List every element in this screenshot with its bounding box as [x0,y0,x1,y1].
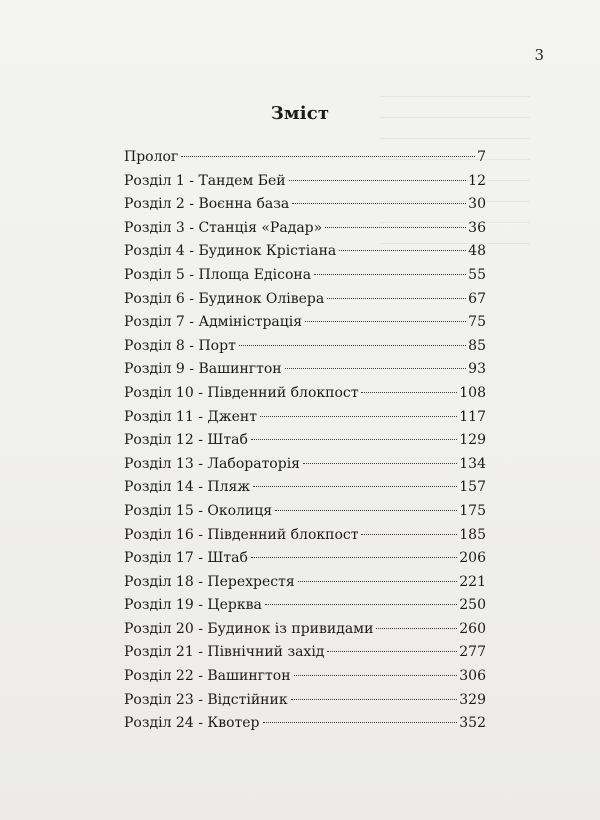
toc-dot-leader [253,486,457,487]
toc-entry [124,712,486,736]
toc-dot-leader [292,203,466,204]
toc-entry [124,146,486,170]
toc-dot-leader [251,557,457,558]
toc-entry [124,547,486,571]
toc-entry-label: Розділ 24 - Квотер [124,715,260,732]
toc-dot-leader [260,416,457,417]
toc-dot-leader [327,298,466,299]
toc-entry [124,170,486,194]
toc-dot-leader [361,392,457,393]
toc-entry-label: Розділ 13 - Лабораторія [124,455,301,472]
toc-entry-page: 306 [459,668,486,685]
toc-entry-label: Розділ 12 - Штаб [124,432,248,449]
toc-entry [124,240,486,264]
toc-entry-label: Розділ 5 - Площа Едісона [124,266,312,283]
toc-entry-page: 134 [459,455,486,472]
toc-dot-leader [265,604,457,605]
toc-entry-page: 206 [459,550,486,567]
toc-entry-page: 260 [459,620,486,637]
toc-entry [124,618,486,642]
toc-entry [124,453,486,477]
toc-dot-leader [251,439,457,440]
toc-entry-page: 185 [459,526,486,543]
toc-dot-leader [239,345,466,346]
toc-dot-leader [327,651,457,652]
toc-entry-label: Розділ 19 - Церква [124,597,262,614]
toc-entry [124,382,486,406]
toc-entry-page: 12 [468,172,486,189]
toc-dot-leader [298,581,458,582]
toc-dot-leader [291,699,458,700]
toc-entry-page: 55 [468,266,486,283]
toc-entry-label: Розділ 20 - Будинок із привидами [124,620,374,637]
toc-entry [124,500,486,524]
toc-entry-page: 67 [468,290,486,307]
toc-entry-page: 221 [459,573,486,590]
toc-entry [124,406,486,430]
toc-dot-leader [376,628,457,629]
toc-entry [124,689,486,713]
toc-dot-leader [305,321,466,322]
toc-entry-page: 93 [468,361,486,378]
toc-entry [124,641,486,665]
page-number: 3 [534,46,544,64]
toc-dot-leader [339,250,466,251]
toc-entry-label: Розділ 16 - Південний блокпост [124,526,359,543]
toc-entry-label: Розділ 1 - Тандем Бей [124,172,286,189]
toc-entry-page: 352 [459,715,486,732]
toc-entry-page: 75 [468,314,486,331]
toc-dot-leader [285,368,467,369]
toc-entry-page: 129 [459,432,486,449]
toc-dot-leader [294,675,458,676]
toc-entry [124,571,486,595]
toc-entry-label: Розділ 3 - Станція «Радар» [124,219,323,236]
toc-entry-page: 175 [459,502,486,519]
toc-entry-label: Розділ 14 - Пляж [124,479,251,496]
toc-entry-page: 277 [459,644,486,661]
toc-dot-leader [314,274,466,275]
toc-title: Зміст [270,103,330,124]
toc-entry-page: 48 [468,243,486,260]
toc-entry-page: 85 [468,337,486,354]
toc-entry-label: Розділ 4 - Будинок Крістіана [124,243,337,260]
toc-entry-page: 30 [468,196,486,213]
toc-dot-leader [289,180,467,181]
table-of-contents [124,146,486,736]
toc-entry-label: Розділ 10 - Південний блокпост [124,384,359,401]
toc-entry [124,311,486,335]
toc-entry-label: Розділ 11 - Джент [124,408,257,425]
toc-entry [124,288,486,312]
toc-entry-label: Розділ 6 - Будинок Олівера [124,290,325,307]
toc-entry-label: Розділ 8 - Порт [124,337,236,354]
toc-entry-label: Розділ 7 - Адміністрація [124,314,303,331]
toc-dot-leader [303,463,457,464]
toc-entry [124,594,486,618]
toc-entry-label: Розділ 15 - Околиця [124,502,273,519]
toc-entry [124,524,486,548]
toc-entry-label: Розділ 9 - Вашингтон [124,361,282,378]
toc-entry-page: 117 [459,408,486,425]
toc-dot-leader [181,156,475,157]
toc-entry [124,193,486,217]
toc-entry [124,665,486,689]
toc-entry-page: 7 [477,149,486,165]
toc-entry [124,217,486,241]
toc-dot-leader [275,510,457,511]
toc-entry-label: Розділ 22 - Вашингтон [124,668,291,685]
toc-entry [124,264,486,288]
toc-entry-page: 329 [459,691,486,708]
toc-entry [124,335,486,359]
toc-entry [124,429,486,453]
toc-entry-page: 36 [468,219,486,236]
toc-entry-label: Розділ 23 - Відстійник [124,691,288,708]
toc-entry-label: Розділ 2 - Воєнна база [124,196,290,213]
toc-entry-label: Розділ 21 - Північний захід [124,644,325,661]
toc-entry-page: 108 [459,384,486,401]
toc-entry-label: Розділ 18 - Перехрестя [124,573,295,590]
toc-entry-label: Пролог [124,149,179,165]
toc-dot-leader [325,227,466,228]
toc-entry-page: 157 [459,479,486,496]
toc-dot-leader [361,534,457,535]
toc-entry-page: 250 [459,597,486,614]
toc-entry-label: Розділ 17 - Штаб [124,550,248,567]
toc-entry [124,358,486,382]
toc-entry [124,476,486,500]
toc-dot-leader [263,722,458,723]
